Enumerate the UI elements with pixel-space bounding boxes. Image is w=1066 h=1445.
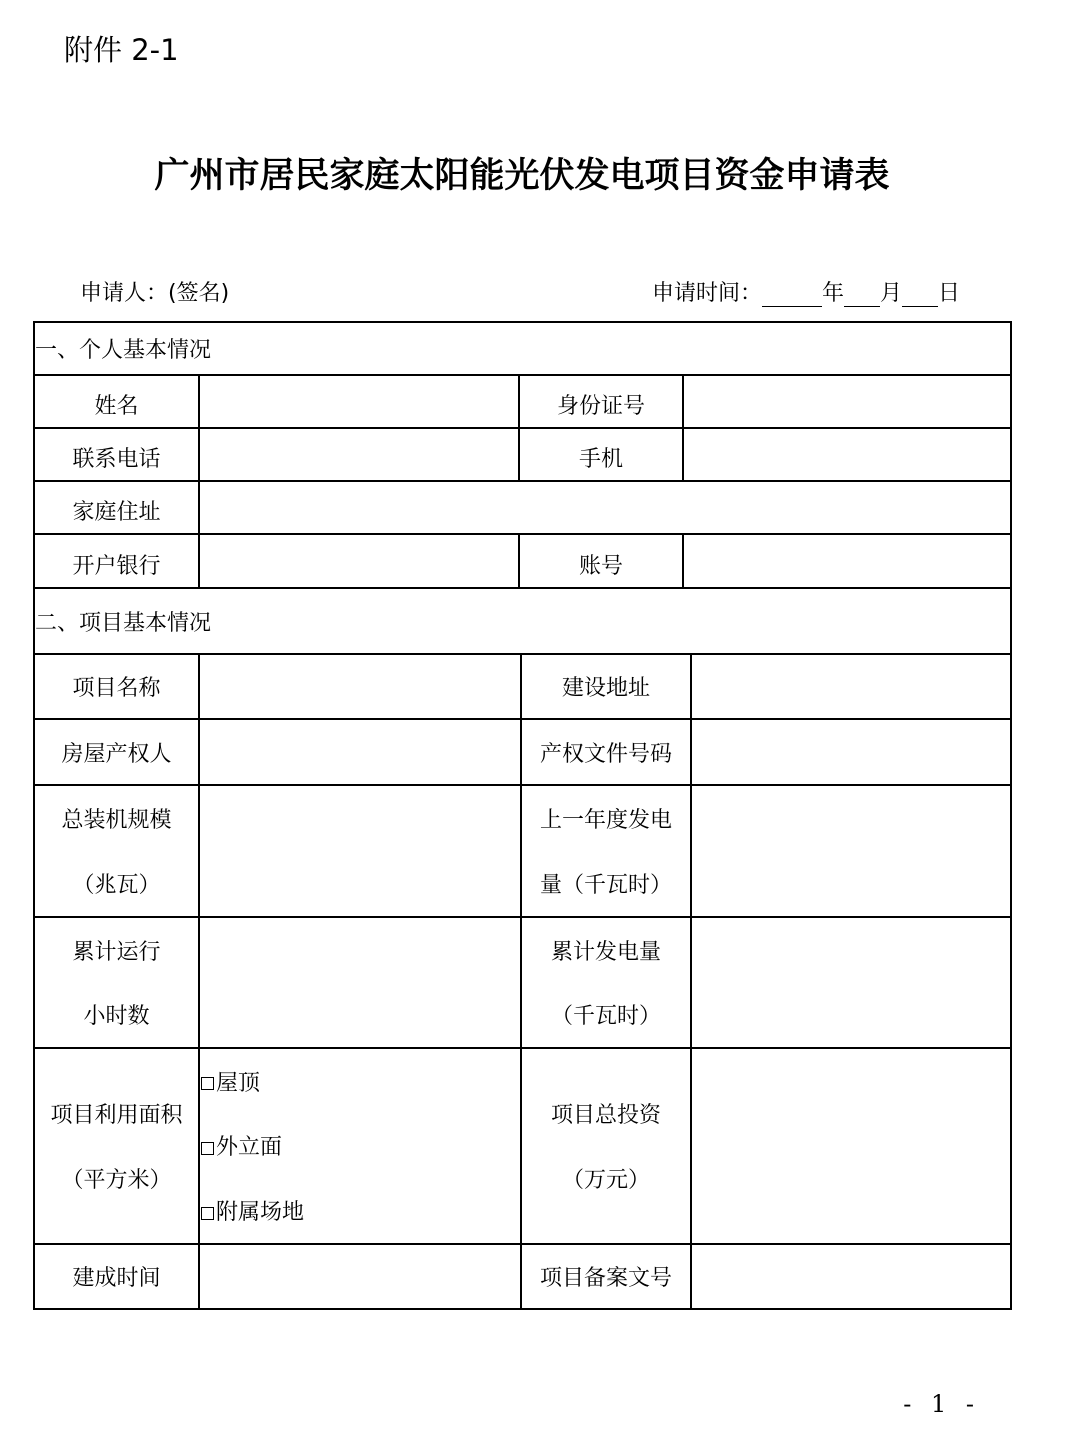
year-blank[interactable] (762, 284, 822, 307)
year-label: 年 (822, 281, 845, 306)
built-time-field[interactable] (200, 1245, 520, 1308)
page-number: - 1 - (903, 1390, 980, 1418)
operating-hours-label (35, 918, 198, 1047)
form-title: 广州市居民家庭太阳能光伏发电项目资金申请表 (154, 155, 890, 196)
total-investment-line1: 项目总投资 (550, 1103, 661, 1128)
application-time-label: 申请时间： (652, 281, 763, 306)
mobile-label: 手机 (578, 447, 623, 472)
total-generation-line1: 累计发电量 (550, 939, 661, 965)
attachment-label: 附件 2-1 (64, 33, 179, 67)
capacity-field[interactable] (200, 786, 520, 916)
option-facade[interactable] (201, 1130, 519, 1161)
phone-field[interactable] (200, 429, 518, 480)
total-investment-field[interactable] (692, 1049, 1010, 1243)
phone-label: 联系电话 (72, 447, 161, 472)
option-rooftop[interactable] (201, 1066, 519, 1097)
applicant-signature-label: 申请人：(签名) (80, 281, 230, 306)
filing-number-field[interactable] (692, 1245, 1010, 1308)
option-facade-label: 外立面 (216, 1135, 283, 1161)
bank-field[interactable] (200, 535, 518, 587)
area-label-line1: 项目利用面积 (50, 1103, 183, 1128)
filing-number-label: 项目备案文号 (539, 1266, 672, 1291)
area-label (35, 1049, 198, 1243)
section-personal-title: 一、个人基本情况 (35, 338, 212, 363)
operating-hours-line1: 累计运行 (72, 939, 161, 965)
last-year-generation-line2: 量（千瓦时） (539, 873, 672, 898)
total-generation-field[interactable] (692, 918, 1010, 1047)
built-time-label: 建成时间 (72, 1266, 161, 1291)
application-form-table (33, 321, 1012, 1310)
area-label-line2: （平方米） (61, 1168, 172, 1193)
address-label: 家庭住址 (72, 500, 161, 525)
deed-number-label: 产权文件号码 (539, 741, 672, 767)
table-border (33, 1308, 1012, 1310)
capacity-label (35, 786, 198, 916)
total-generation-line2: （千瓦时） (550, 1004, 661, 1030)
project-name-label: 项目名称 (72, 676, 161, 701)
checkbox-icon[interactable] (201, 1207, 214, 1220)
operating-hours-field[interactable] (200, 918, 520, 1047)
owner-label: 房屋产权人 (61, 741, 172, 767)
last-year-generation-field[interactable] (692, 786, 1010, 916)
mobile-field[interactable] (684, 429, 1010, 480)
deed-number-field[interactable] (692, 720, 1010, 784)
owner-field[interactable] (200, 720, 520, 784)
section-project-title: 二、项目基本情况 (35, 610, 212, 636)
day-label: 日 (938, 281, 961, 306)
option-ancillary-site-label: 附属场地 (216, 1200, 305, 1226)
capacity-label-line2: （兆瓦） (72, 873, 161, 898)
table-border (1010, 321, 1012, 1310)
day-blank[interactable] (902, 284, 938, 307)
address-field[interactable] (200, 482, 1010, 533)
total-investment-line2: （万元） (561, 1168, 650, 1193)
last-year-generation-label (522, 786, 690, 916)
operating-hours-line2: 小时数 (83, 1004, 150, 1030)
checkbox-icon[interactable] (201, 1142, 214, 1155)
checkbox-icon[interactable] (201, 1077, 214, 1090)
total-investment-label (522, 1049, 690, 1243)
total-generation-label (522, 918, 690, 1047)
project-name-field[interactable] (200, 655, 520, 718)
name-field[interactable] (200, 376, 518, 427)
capacity-label-line1: 总装机规模 (61, 808, 172, 833)
site-address-field[interactable] (692, 655, 1010, 718)
id-number-field[interactable] (684, 376, 1010, 427)
last-year-generation-line1: 上一年度发电 (539, 808, 672, 833)
id-number-label: 身份证号 (556, 394, 645, 419)
bank-label: 开户银行 (72, 553, 161, 579)
month-label: 月 (880, 281, 903, 306)
option-rooftop-label: 屋顶 (216, 1070, 261, 1096)
site-address-label: 建设地址 (561, 676, 650, 701)
option-ancillary-site[interactable] (201, 1195, 519, 1226)
account-field[interactable] (684, 535, 1010, 587)
name-label: 姓名 (94, 394, 139, 419)
account-label: 账号 (578, 553, 623, 579)
application-date (652, 276, 960, 307)
month-blank[interactable] (844, 284, 880, 307)
area-type-options (201, 1049, 519, 1243)
